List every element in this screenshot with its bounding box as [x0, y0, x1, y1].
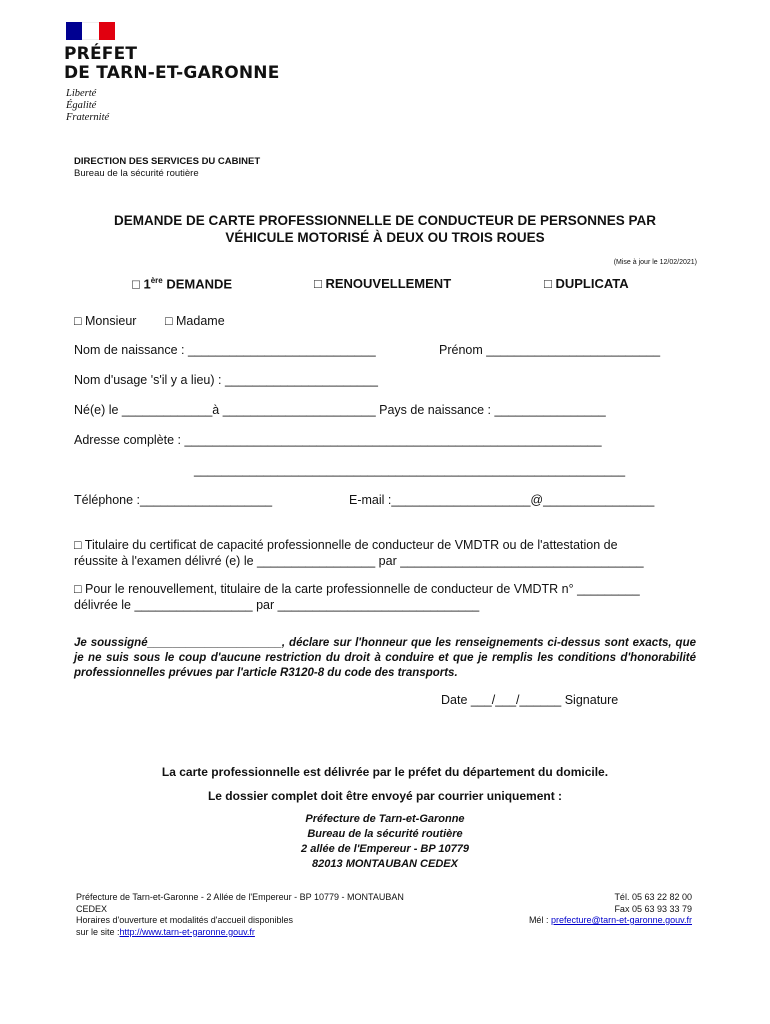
duplicate-checkbox[interactable]: □ DUPLICATA	[544, 276, 629, 291]
update-date: (Mise à jour le 12/02/2021)	[613, 259, 697, 266]
renewal-holder-checkbox[interactable]: □ Pour le renouvellement, titulaire de la carte professionnelle de conducteur de VMDTR n° _________ délivrée le _________________ par _____________________________	[74, 582, 640, 612]
footer-right: Tél. 05 63 22 82 00 Fax 05 63 93 33 79 Mél : prefecture@tarn-et-garonne.gouv.fr	[470, 892, 692, 927]
fax-number: Fax 05 63 93 33 79	[614, 903, 692, 914]
usage-name-field[interactable]: Nom d'usage 's'il y a lieu) : ______________________	[74, 373, 378, 387]
department-header	[74, 156, 260, 180]
first-name-field[interactable]: Prénom _________________________	[439, 343, 661, 357]
honor-declaration: Je soussigné_____________________, déclare sur l'honneur que les renseignements ci-dessus sont exacts, que je ne suis sous le coup d'aucune restriction du droit à conduire et que je remplis les conditions d'honorabilité professionnelles prévues par l'article R3120-8 du code des transports.	[74, 637, 696, 679]
certificate-holder-checkbox[interactable]: □ Titulaire du certificat de capacité professionnelle de conducteur de VMDTR ou de l'attestation de réussite à l'examen délivré (e) le _________________ par ___________________________________	[74, 538, 644, 568]
email-link[interactable]: prefecture@tarn-et-garonne.gouv.fr	[550, 915, 692, 925]
first-request-checkbox[interactable]: □ 1ère DEMANDE	[132, 276, 233, 292]
direction-label: DIRECTION DES SERVICES DU CABINET	[74, 156, 261, 167]
date-signature-field[interactable]: Date ___/___/______ Signature	[441, 693, 619, 707]
birth-name-field[interactable]: Nom de naissance : ___________________________	[74, 343, 376, 357]
birth-date-place-field[interactable]: Né(e) le _____________à ______________________ Pays de naissance : ________________	[74, 403, 606, 417]
french-flag-logo	[66, 22, 115, 40]
notice-mail: Le dossier complet doit être envoyé par courrier uniquement :	[207, 789, 563, 803]
phone-number: Tél. 05 63 22 82 00	[614, 892, 692, 902]
republic-motto: Liberté Égalité Fraternité	[66, 88, 110, 123]
renewal-checkbox[interactable]: □ RENOUVELLEMENT	[314, 276, 452, 291]
madame-checkbox[interactable]: □ Madame	[165, 314, 225, 328]
notice-delivery: La carte professionnelle est délivrée par le préfet du département du domicile.	[161, 765, 609, 779]
phone-field[interactable]: Téléphone :___________________	[74, 493, 273, 507]
prefecture-name: PRÉFET DE TARN-ET-GARONNE	[64, 44, 280, 83]
footer-left: Préfecture de Tarn-et-Garonne - 2 Allée de l'Empereur - BP 10779 - MONTAUBAN CEDEX Horaires d'ouverture et modalités d'accueil disponibles sur le site :http://www.tarn-et-garonne.gouv.fr	[76, 892, 404, 937]
address-field[interactable]: Adresse complète : ____________________________________________________________	[74, 433, 602, 447]
postal-address: Préfecture de Tarn-et-Garonne Bureau de la sécurité routière 2 allée de l'Empereur - BP 10779 82013 MONTAUBAN CEDEX	[301, 813, 469, 870]
form-title: DEMANDE DE CARTE PROFESSIONNELLE DE CONDUCTEUR DE PERSONNES PAR VÉHICULE MOTORISÉ À DEUX OU TROIS ROUES	[113, 213, 657, 245]
website-link[interactable]: http://www.tarn-et-garonne.gouv.fr	[119, 926, 255, 937]
address-continuation-field[interactable]: ______________________________________________________________	[194, 463, 626, 477]
bureau-label: Bureau de la sécurité routière	[74, 168, 199, 179]
monsieur-checkbox[interactable]: □ Monsieur	[74, 314, 137, 328]
email-field[interactable]: E-mail :____________________@________________	[349, 493, 655, 507]
